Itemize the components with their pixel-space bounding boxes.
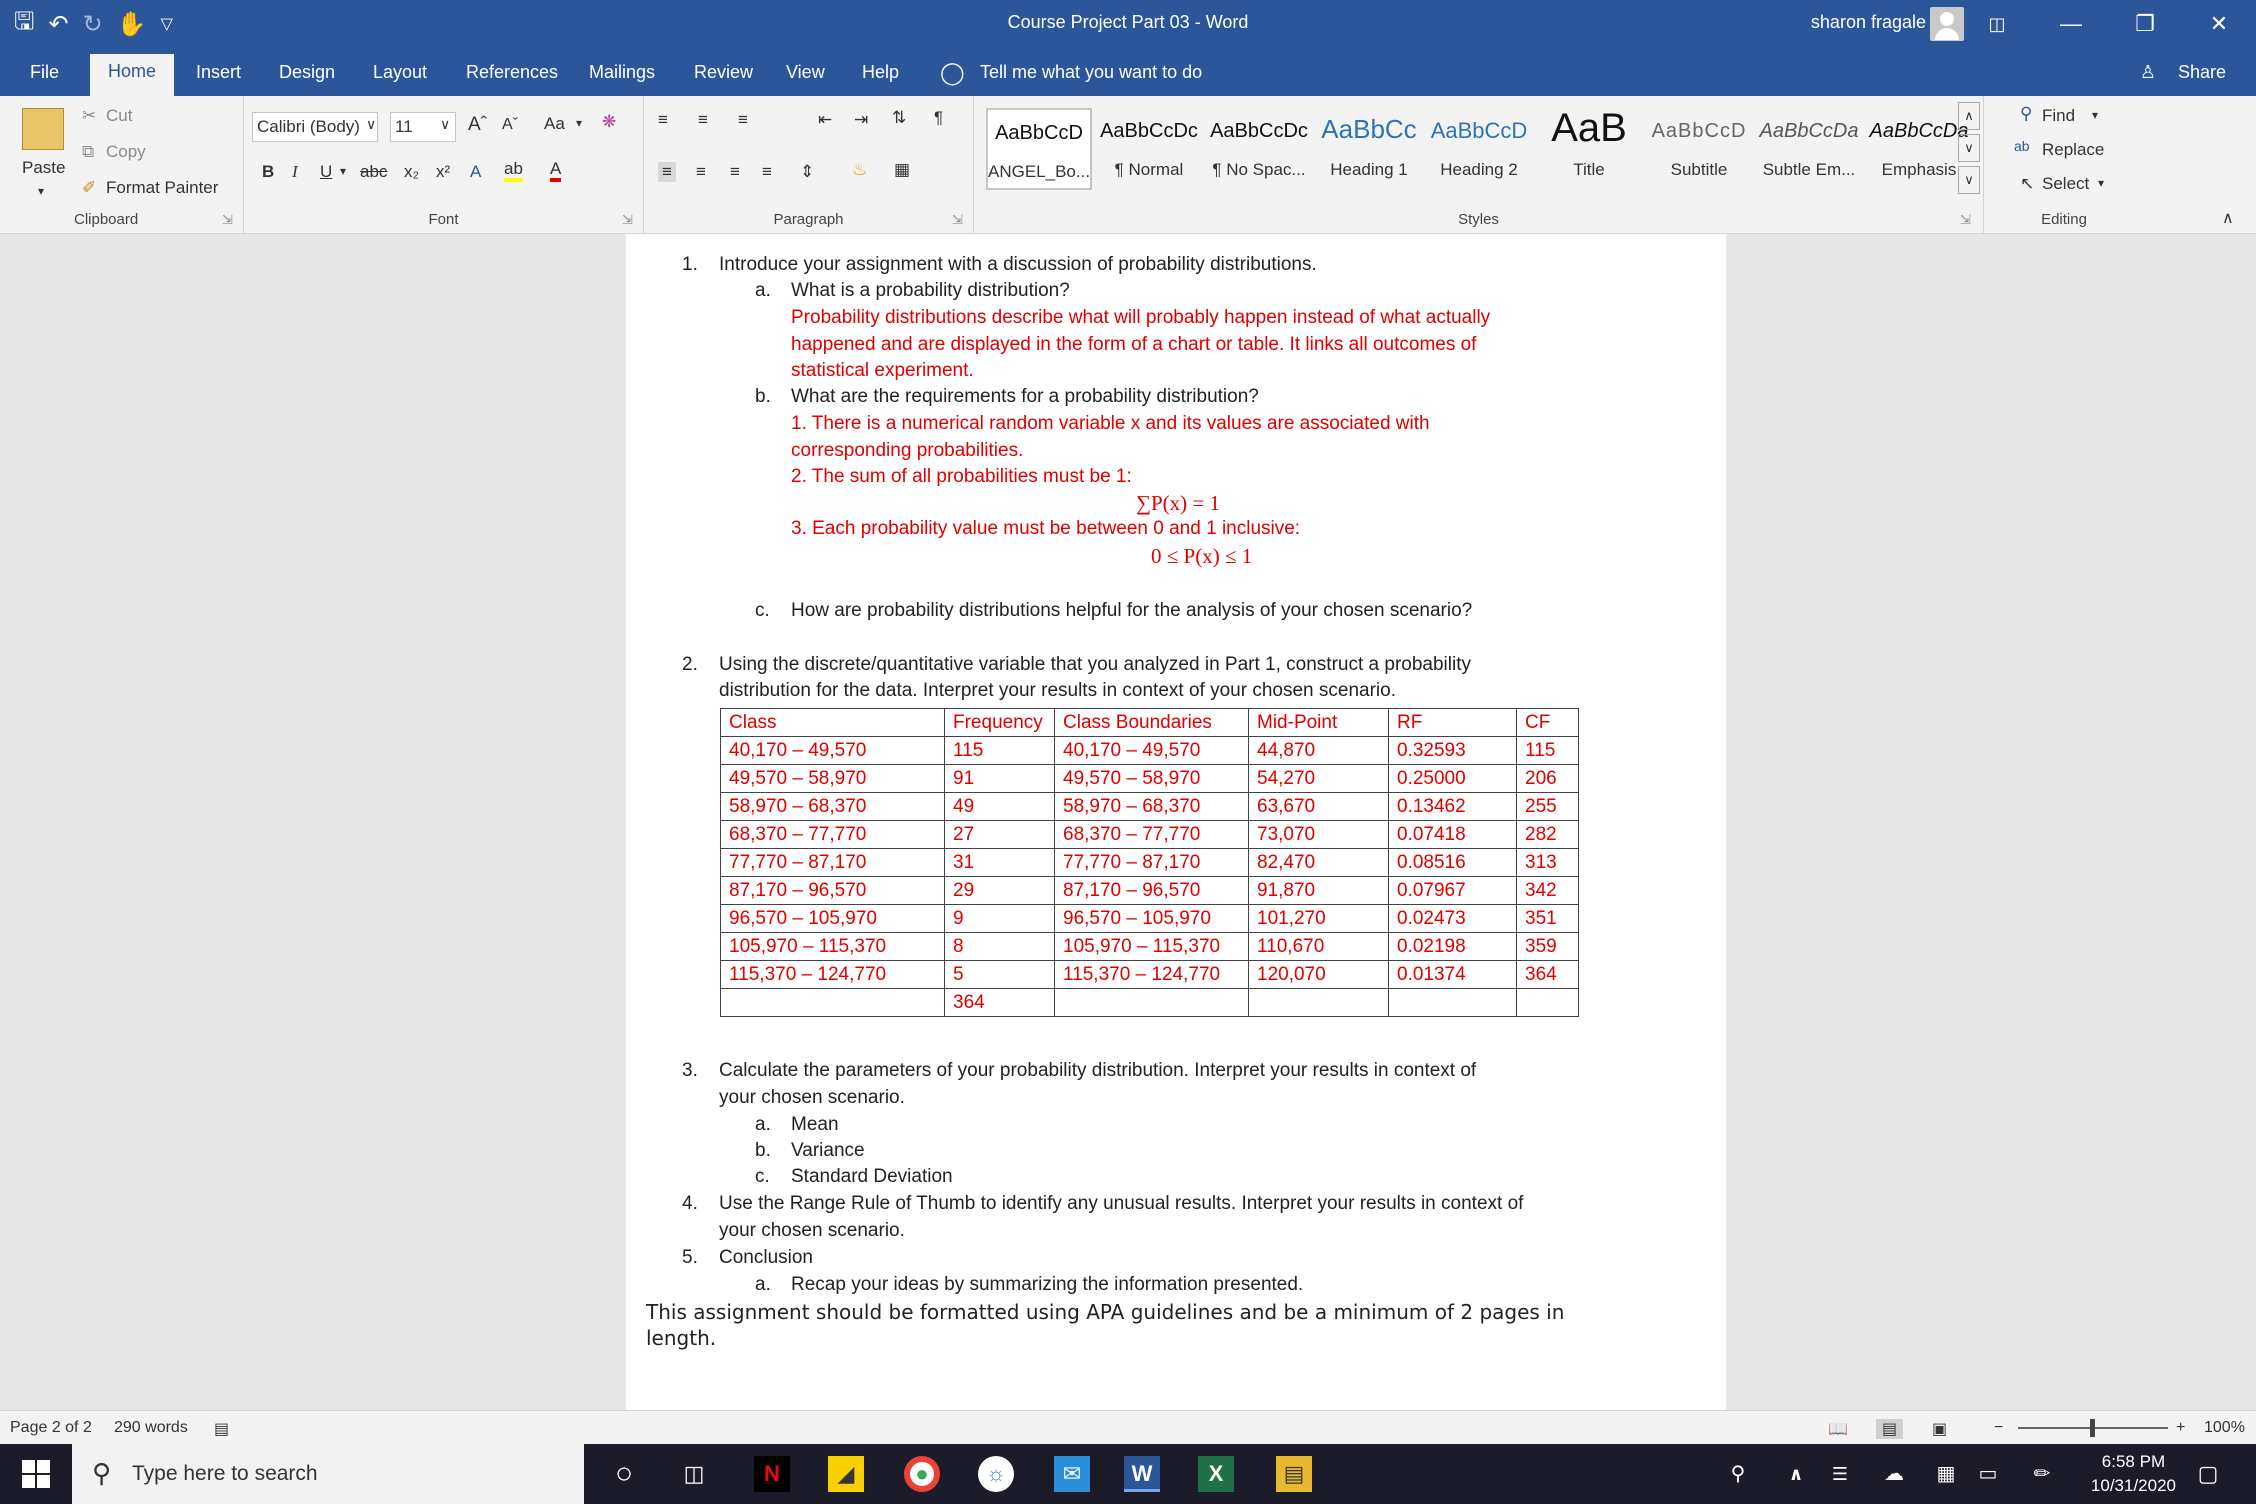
battery-icon[interactable]: ▭ [1978,1463,1998,1485]
q3-line-1: Calculate the parameters of your probability distribution. Interpret your results in context of [719,1060,1477,1081]
tell-me-search[interactable]: Tell me what you want to do [980,62,1203,82]
save-icon[interactable]: 🖫 [14,7,35,35]
style-title[interactable]: AaB Title [1551,106,1627,179]
table-empty-cell [1249,989,1389,1017]
wifi-icon[interactable]: ☰ [1831,1464,1849,1484]
style-subtle-emphasis[interactable]: AaBbCcDa Subtle Em... [1759,120,1859,179]
q2-line-1: Using the discrete/quantitative variable that you analyzed in Part 1, construct a probability [719,654,1471,675]
select-cursor-icon: ↖ [2020,174,2035,193]
footer-note-line-1: This assignment should be formatted using APA guidelines and be a minimum of 2 pages in [646,1300,1565,1324]
table-cell: 54,270 [1249,765,1389,793]
tab-mailings[interactable]: Mailings [589,62,656,82]
zoom-slider-thumb[interactable] [2090,1419,2095,1437]
table-row [721,737,1579,765]
table-cell: 91,870 [1249,877,1389,905]
table-cell: 8 [945,933,1055,961]
title-bar [0,0,2256,48]
q5-number: 5. [682,1247,698,1268]
q1-text: Introduce your assignment with a discussion of probability distributions. [719,254,1317,275]
table-cell: 49,570 – 58,970 [1055,765,1249,793]
numbering-icon[interactable]: ≡ [698,110,708,129]
shading-icon[interactable]: ♨ [852,160,868,179]
q1b-answer-line-3: 2. The sum of all probabilities must be 1: [791,466,1132,487]
pen-icon[interactable]: ✏ [2033,1463,2051,1485]
web-layout-icon[interactable]: ▣ [1932,1421,1948,1438]
q1-number: 1. [682,254,698,275]
table-empty-cell [721,989,945,1017]
q3c-text: Standard Deviation [791,1166,953,1187]
touch-mode-icon[interactable]: ✋ [116,10,147,38]
style-no-spacing[interactable]: AaBbCcDc ¶ No Spac... [1210,120,1308,179]
q5a-text: Recap your ideas by summarizing the information presented. [791,1274,1304,1295]
formula-probability-range: 0 ≤ P(x) ≤ 1 [1151,544,1253,568]
windows-start-icon[interactable] [22,1460,50,1488]
font-size-dropdown-icon[interactable]: ∨ [440,116,451,132]
table-cell: 82,470 [1249,849,1389,877]
justify-icon[interactable]: ≡ [762,162,772,181]
font-dialog-launcher-icon[interactable]: ⇲ [622,212,633,227]
table-row [721,933,1579,961]
q1a-answer-line-3: statistical experiment. [791,360,974,381]
paste-dropdown-icon[interactable]: ▾ [38,184,45,198]
paste-icon[interactable] [22,108,64,150]
q1a-answer-line-1: Probability distributions describe what will probably happen instead of what actually [791,307,1491,328]
line-spacing-icon[interactable]: ⇕ [800,162,815,181]
table-cell: 282 [1517,821,1579,849]
table-row [721,877,1579,905]
table-cell: 29 [945,877,1055,905]
table-header-cell: Mid-Point [1249,709,1389,737]
underline-dropdown-icon[interactable]: ▾ [340,164,347,178]
styles-more-icon[interactable]: ∨ [1958,166,1980,194]
q4-number: 4. [682,1193,698,1214]
q1b-answer-line-1: 1. There is a numerical random variable x and its values are associated with [791,413,1430,434]
excel-icon[interactable]: X [1198,1456,1234,1492]
font-size-combo[interactable]: 11 [390,112,456,142]
table-cell: 96,570 – 105,970 [1055,905,1249,933]
styles-group-label: Styles [1458,211,1499,228]
paste-button[interactable]: Paste [22,158,66,177]
subscript-icon[interactable]: x₂ [404,162,420,181]
table-header-row [721,709,1579,737]
q3-number: 3. [682,1060,698,1081]
table-cell: 115 [1517,737,1579,765]
table-total-row [721,989,1579,1017]
styles-group [974,96,1984,234]
table-cell: 63,670 [1249,793,1389,821]
paragraph-group [644,96,974,234]
table-cell: 0.13462 [1389,793,1517,821]
table-cell: 0.08516 [1389,849,1517,877]
table-cell: 96,570 – 105,970 [721,905,945,933]
find-dropdown-icon[interactable]: ▾ [2092,108,2099,122]
status-bar [0,1410,2256,1444]
align-left-icon[interactable]: ≡ [658,162,676,182]
table-cell: 73,070 [1249,821,1389,849]
print-layout-icon[interactable]: ▤ [1876,1419,1903,1439]
share-button[interactable]: Share [2177,62,2226,82]
styles-scroll-up-icon[interactable]: ∧ [1958,102,1980,130]
table-cell: 0.01374 [1389,961,1517,989]
q1b-text: What are the requirements for a probability distribution? [791,386,1259,407]
q3a-text: Mean [791,1114,839,1135]
table-cell: 115 [945,737,1055,765]
table-cell: 49 [945,793,1055,821]
table-cell: 101,270 [1249,905,1389,933]
table-cell: 9 [945,905,1055,933]
footer-note-line-2: length. [646,1326,717,1350]
font-name-dropdown-icon[interactable]: ∨ [366,116,377,132]
q3-line-2: your chosen scenario. [719,1087,905,1108]
table-cell: 0.02198 [1389,933,1517,961]
text-effects-icon[interactable]: A [470,162,482,181]
word-taskbar-icon[interactable]: W [1124,1456,1160,1492]
table-cell: 115,370 – 124,770 [1055,961,1249,989]
copy-icon: ⧉ [82,142,95,161]
italic-icon[interactable]: I [292,162,298,181]
table-cell: 0.32593 [1389,737,1517,765]
copy-button[interactable]: Copy [106,142,146,161]
user-avatar[interactable] [1930,7,1964,41]
clock-time: 6:58 PM [2101,1452,2166,1471]
table-cell: 120,070 [1249,961,1389,989]
highlight-color-icon[interactable]: ab [504,160,523,182]
q1c-text: How are probability distributions helpful for the analysis of your chosen scenario? [791,600,1473,621]
table-cell: 40,170 – 49,570 [721,737,945,765]
table-cell: 91 [945,765,1055,793]
table-cell: 0.02473 [1389,905,1517,933]
q1b-answer-line-4: 3. Each probability value must be between 0 and 1 inclusive: [791,518,1301,539]
table-row [721,821,1579,849]
font-group-label: Font [428,211,459,228]
table-cell: 58,970 – 68,370 [1055,793,1249,821]
undo-icon[interactable]: ↶ [48,10,69,38]
table-row [721,793,1579,821]
find-icon: ⚲ [2020,104,2033,123]
q1a-text: What is a probability distribution? [791,280,1070,301]
netflix-icon[interactable]: N [754,1456,790,1492]
replace-button[interactable]: Replace [2042,140,2105,159]
font-name-combo[interactable]: Calibri (Body) [252,112,378,142]
table-cell: 313 [1517,849,1579,877]
table-cell: 105,970 – 115,370 [721,933,945,961]
table-cell: 87,170 – 96,570 [721,877,945,905]
style-normal[interactable]: AaBbCcDc ¶ Normal [1100,120,1198,179]
probability-distribution-table [720,708,1579,1017]
q5-text: Conclusion [719,1247,813,1268]
table-empty-cell [1055,989,1249,1017]
table-header-cell: Class Boundaries [1055,709,1249,737]
tab-references[interactable]: References [466,62,559,82]
superscript-icon[interactable]: x² [436,162,451,181]
find-button[interactable]: Find [2042,106,2076,125]
strikethrough-icon[interactable]: abc [360,162,388,181]
q3b-text: Variance [791,1140,865,1161]
table-cell: 105,970 – 115,370 [1055,933,1249,961]
paragraph-dialog-launcher-icon[interactable]: ⇲ [952,212,963,227]
decrease-indent-icon[interactable]: ⇤ [818,110,833,129]
tab-review[interactable]: Review [694,62,754,82]
font-color-icon[interactable]: A [550,160,561,182]
tab-file[interactable]: File [30,62,60,82]
dialog-launcher-icon[interactable]: ⇲ [222,212,233,227]
taskbar-search-placeholder: Type here to search [132,1462,318,1485]
zoom-level[interactable]: 100% [2204,1419,2245,1436]
align-center-icon[interactable]: ≡ [696,162,706,181]
zoom-out-icon[interactable]: − [1994,1419,2004,1436]
table-row [721,961,1579,989]
table-row [721,905,1579,933]
table-cell: 0.07418 [1389,821,1517,849]
table-cell: 351 [1517,905,1579,933]
word-count[interactable]: 290 words [114,1419,188,1436]
table-cell: 5 [945,961,1055,989]
style-heading-2[interactable]: AaBbCcD Heading 2 [1430,118,1528,179]
multilevel-list-icon[interactable]: ≡ [738,110,748,129]
page-count[interactable]: Page 2 of 2 [10,1419,92,1436]
q2-line-2: distribution for the data. Interpret your results in context of your chosen scenario. [719,680,1396,701]
table-empty-cell [1389,989,1517,1017]
editing-group-label: Editing [2041,211,2087,228]
change-case-dropdown-icon[interactable]: ▾ [576,116,583,130]
taskbar-search-box[interactable] [72,1444,584,1504]
clipboard-group-label: Clipboard [74,211,139,228]
select-dropdown-icon[interactable]: ▾ [2098,176,2105,190]
ribbon-tabs [0,48,2256,96]
table-row [721,849,1579,877]
style-angel-body[interactable]: AaBbCcD ANGEL_Bo... [986,108,1092,190]
paragraph-group-label: Paragraph [773,211,844,228]
q1a-answer-line-2: happened and are displayed in the form of a chart or table. It links all outcomes of [791,334,1477,355]
window-controls [1960,0,2256,48]
shrink-font-icon[interactable]: Aˇ [502,116,518,133]
table-header-cell: Frequency [945,709,1055,737]
tab-layout[interactable]: Layout [373,62,428,82]
table-cell: 87,170 – 96,570 [1055,877,1249,905]
system-clock[interactable] [2091,1450,2176,1498]
table-cell: 40,170 – 49,570 [1055,737,1249,765]
show-hidden-icons-icon[interactable]: ∧ [1788,1464,1804,1484]
q3b-number: b. [755,1140,771,1161]
proofing-icon[interactable]: ▤ [214,1421,230,1438]
read-mode-icon[interactable]: 📖 [1828,1421,1848,1438]
table-header-cell: Class [721,709,945,737]
replace-icon: ab [2014,138,2030,154]
window-title: Course Project Part 03 - Word [1007,12,1249,32]
bullets-icon[interactable]: ≡ [658,110,668,129]
restore-button[interactable]: ❐ [2135,11,2155,36]
align-right-icon[interactable]: ≡ [730,162,740,181]
tab-design[interactable]: Design [279,62,336,82]
collapse-ribbon-icon[interactable]: ∧ [2222,210,2234,227]
cut-button[interactable]: Cut [106,106,133,125]
tab-view[interactable]: View [786,62,825,82]
q1c-number: c. [755,600,770,621]
table-cell: 68,370 – 77,770 [1055,821,1249,849]
file-explorer-icon[interactable]: ▤ [1276,1456,1312,1492]
cortana-icon[interactable]: ○ [614,1457,634,1490]
table-cell: 110,670 [1249,933,1389,961]
editing-group [1984,96,2144,234]
close-button[interactable]: ✕ [2209,11,2229,36]
tab-home[interactable]: Home [90,54,174,96]
styles-scroll-down-icon[interactable]: ∨ [1958,134,1980,162]
share-person-icon: ♙ [2139,62,2156,82]
table-cell: 0.07967 [1389,877,1517,905]
customize-toolbar-icon[interactable]: ▽ [160,16,173,33]
table-cell: 77,770 – 87,170 [1055,849,1249,877]
notifications-icon[interactable]: ▢ [2197,1461,2219,1486]
table-cell: 0.25000 [1389,765,1517,793]
change-case-button[interactable]: Aa [544,114,565,133]
clear-formatting-icon[interactable]: ❋ [602,112,617,131]
people-icon[interactable]: ⚲ [1730,1463,1746,1485]
table-cell: 31 [945,849,1055,877]
formula-sum-probabilities: ∑P(x) = 1 [1136,491,1220,515]
ribbon [0,96,2256,234]
q3c-number: c. [755,1166,770,1187]
table-cell: 44,870 [1249,737,1389,765]
q4-line-2: your chosen scenario. [719,1220,905,1241]
table-header-cell: CF [1517,709,1579,737]
ribbon-display-options-icon[interactable]: ◫ [1988,14,2006,34]
zoom-in-icon[interactable]: + [2176,1419,2186,1436]
grow-font-icon[interactable]: Aˆ [468,114,487,135]
q1a-number: a. [755,280,771,301]
borders-icon[interactable]: ▦ [894,160,911,179]
select-button[interactable]: Select [2042,174,2090,193]
style-subtitle[interactable]: AaBbCcD Subtitle [1651,120,1747,179]
table-cell: 364 [1517,961,1579,989]
minimize-button[interactable]: — [2060,11,2082,36]
format-painter-button[interactable]: Format Painter [106,178,219,197]
underline-icon[interactable]: U [320,162,333,181]
style-heading-1[interactable]: AaBbCc Heading 1 [1321,114,1417,179]
table-cell: 77,770 – 87,170 [721,849,945,877]
table-total-cell: 364 [945,989,1055,1017]
increase-indent-icon[interactable]: ⇥ [854,110,869,129]
mail-icon[interactable]: ✉ [1054,1456,1090,1492]
q5a-number: a. [755,1274,771,1295]
redo-icon[interactable]: ↻ [82,10,103,38]
lightbulb-icon: ◯ [940,60,965,85]
table-cell: 49,570 – 58,970 [721,765,945,793]
q1b-answer-line-2: corresponding probabilities. [791,440,1024,461]
table-cell: 359 [1517,933,1579,961]
tab-help[interactable]: Help [862,62,900,82]
table-cell: 342 [1517,877,1579,905]
table-header-cell: RF [1389,709,1517,737]
table-row [721,765,1579,793]
sticky-notes-icon[interactable]: ◢ [828,1456,864,1492]
font-group [244,96,644,234]
table-cell: 68,370 – 77,770 [721,821,945,849]
q3a-number: a. [755,1114,771,1135]
format-painter-icon: ✐ [82,178,97,197]
style-emphasis[interactable]: AaBbCcDa Emphasis [1869,120,1969,179]
tab-insert[interactable]: Insert [196,62,242,82]
table-cell: 115,370 – 124,770 [721,961,945,989]
table-empty-cell [1517,989,1579,1017]
onedrive-icon[interactable]: ☁ [1884,1463,1904,1485]
cut-icon: ✂ [82,106,97,125]
q4-line-1: Use the Range Rule of Thumb to identify any unusual results. Interpret your results in context of [719,1193,1524,1214]
clock-date: 10/31/2020 [2090,1476,2176,1495]
windows-taskbar [0,1444,2256,1504]
browser-icon[interactable]: ☼ [978,1456,1014,1492]
bold-icon[interactable]: B [262,162,275,181]
q1b-number: b. [755,386,771,407]
table-cell: 27 [945,821,1055,849]
chrome-icon[interactable]: ● [904,1456,940,1492]
q2-number: 2. [682,654,698,675]
task-view-icon[interactable]: ◫ [683,1461,705,1486]
search-icon: ⚲ [92,1458,112,1488]
network-icon[interactable]: ▦ [1936,1463,1956,1485]
sort-icon[interactable]: ⇅ [892,108,907,127]
table-cell: 255 [1517,793,1579,821]
table-cell: 58,970 – 68,370 [721,793,945,821]
styles-dialog-launcher-icon[interactable]: ⇲ [1960,212,1971,227]
user-name[interactable]: sharon fragale [1810,12,1926,32]
table-cell: 206 [1517,765,1579,793]
show-formatting-marks-icon[interactable]: ¶ [934,108,944,127]
clipboard-group [0,96,244,234]
